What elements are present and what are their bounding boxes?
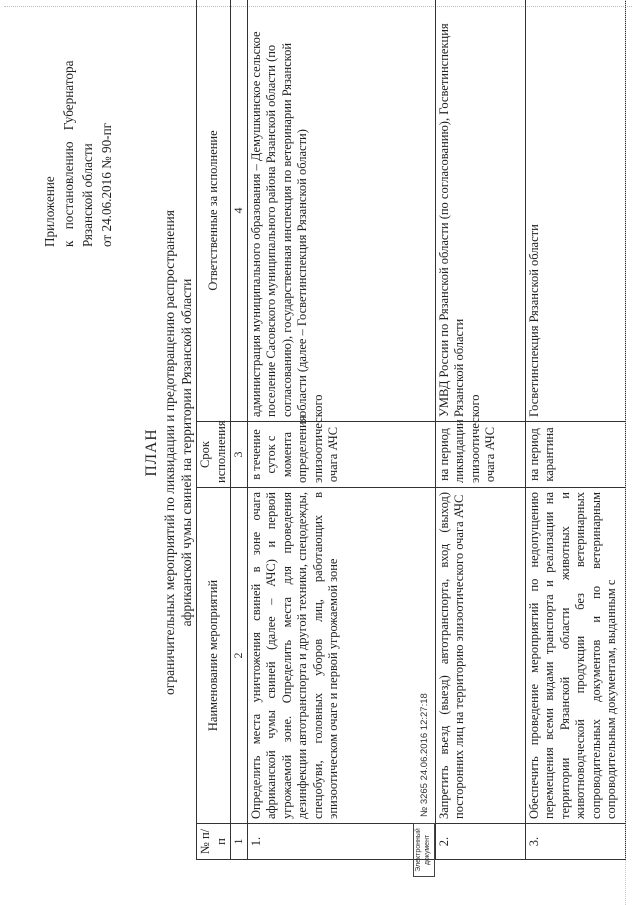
plan-subtitle-1: ограничительных мероприятий по ликвидации и предотвращению распространения [162, 210, 177, 695]
column-number: 4 [231, 0, 248, 422]
registration-stamp [413, 693, 435, 877]
header-measure: Наименование мероприятий [197, 488, 231, 824]
row-measure: Обеспечить проведение мероприятий по недопущению перемещения всеми видами транспорта и реализации на территории Рязанской области животных и животноводческой продукции без ветеринарных сопроводительных документов и по ветеринарным сопроводительным документам, выданным с [525, 488, 625, 824]
plan-heading: ПЛАН [143, 428, 160, 477]
row-responsible: администрация муниципального образования – Демушкинское сельское поселение Сасовского муниципального района Рязанской области (по согласованию), государственная инспекция по ветеринарии Рязанской области (далее – Госветинспекция Рязанской области) [247, 0, 435, 422]
appendix-block [40, 33, 116, 247]
table-row [435, 0, 525, 860]
row-measure: Запретить въезд (выезд) автотранспорта, вход (выход) посторонних лиц на территорию эпизоотического очага АЧС [435, 488, 525, 824]
appendix-line-2: к постановлению Губернатора [61, 60, 76, 247]
table-row [247, 0, 435, 860]
column-number-row [231, 0, 248, 860]
stamp-text: № 3265 24.06.2016 12:27:18 [418, 693, 430, 817]
header-deadline: Срок исполнения [197, 422, 231, 488]
header-number: № п/п [197, 824, 231, 860]
stamp-box: Электронный документ [413, 823, 435, 877]
row-number: 1. [247, 824, 435, 860]
appendix-line-4: от 24.06.2016 № 90-пг [99, 122, 114, 247]
appendix-line-3: Рязанской области [80, 143, 95, 247]
row-deadline: на период карантина [525, 422, 625, 488]
row-responsible: УМВД России по Рязанской области (по согласованию), Госветинспекция Рязанской области [435, 0, 525, 422]
plan-title [142, 0, 195, 905]
table-header-row [197, 0, 231, 860]
column-number: 2 [231, 488, 248, 824]
row-measure: Определить места уничтожения свиней в зоне очага африканской чумы свиней (далее – АЧС) и первой угрожаемой зоне. Определить места для проведения дезинфекции автотранспорта и другой техники, спецодежды, спецобуви, головных уборов лиц, работающих в эпизоотическом очаге и первой угрожаемой зоне [247, 488, 435, 824]
row-deadline: в течение суток с момента определения эпизоотического очага АЧС [247, 422, 435, 488]
plan-subtitle-2: африканской чумы свиней на территории Рязанской области [178, 278, 194, 627]
column-number: 3 [231, 422, 248, 488]
row-number: 3. [525, 824, 625, 860]
measures-table [196, 0, 626, 860]
appendix-line-1: Приложение [42, 176, 57, 247]
table-row [525, 0, 625, 860]
scan-edge-line [625, 0, 626, 905]
row-deadline: на период ликвидации эпизоотического очага АЧС [435, 422, 525, 488]
header-responsible: Ответственные за исполнение [197, 0, 231, 422]
column-number: 1 [231, 824, 248, 860]
row-responsible: Госветинспекция Рязанской области [525, 0, 625, 422]
row-number: 2. [435, 824, 525, 860]
